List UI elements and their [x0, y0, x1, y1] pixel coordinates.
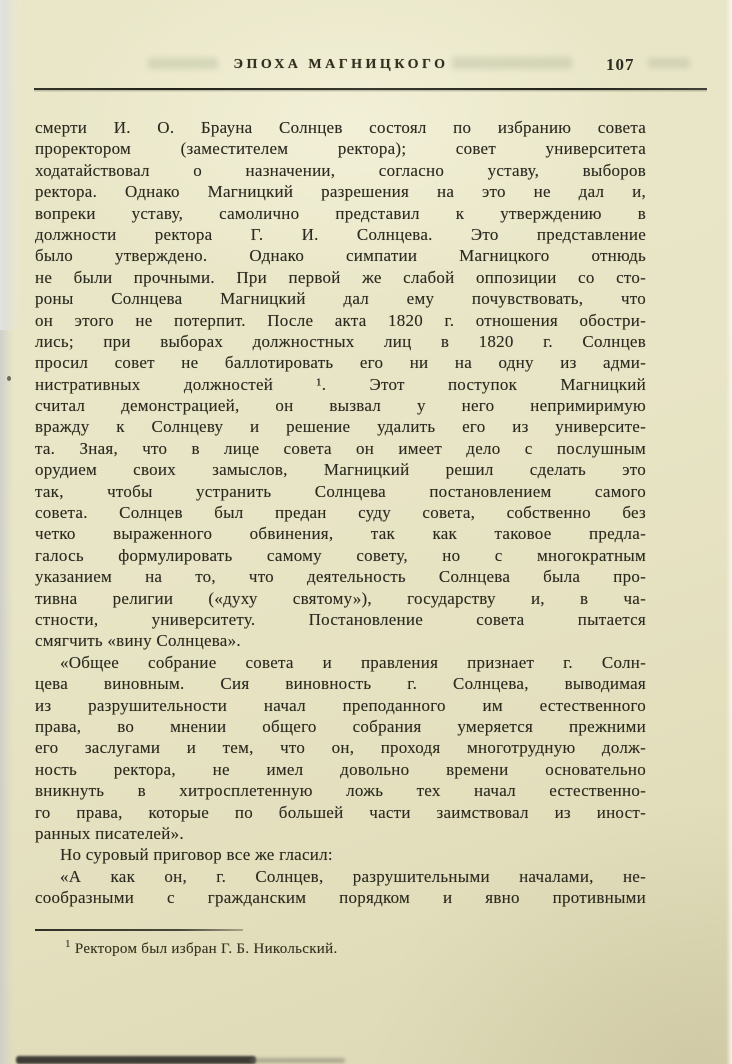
- text-line: просил совет не баллотировать его ни на одну из адми-: [35, 353, 646, 373]
- text-line: проректором (заместителем ректора); совет университета: [35, 139, 646, 159]
- text-line: роны Солнцева Магницкий дал ему почувствовать, что: [35, 289, 646, 309]
- paragraph: [35, 844, 646, 865]
- text-line: вражду к Солнцеву и решение удалить его из университе-: [35, 417, 646, 437]
- ink-speck: [7, 376, 11, 381]
- text-line: та. Зная, что в лице совета он имеет дело с послушным: [35, 438, 646, 458]
- text-line: ходатайствовал о назначении, согласно уставу, выборов: [35, 160, 646, 180]
- text-line: тивна религии («духу святому»), государству и, в ча-: [35, 588, 646, 608]
- scan-shadow-bottom-tail: [250, 1058, 345, 1063]
- footnote: [35, 938, 615, 958]
- text-line: ректора. Однако Магницкий разрешения на это не дал и,: [35, 182, 646, 202]
- text-line: указанием на то, что деятельность Солнцева была про-: [35, 567, 646, 587]
- footnote-marker: 1: [65, 938, 71, 950]
- text-line: считал демонстрацией, он вызвал у него непримиримую: [35, 396, 646, 416]
- text-line: не были прочными. При первой же слабой оппозиции со сто-: [35, 267, 646, 287]
- text-line: смягчить «вину Солнцева».: [35, 631, 241, 651]
- text-line: сообразными с гражданским порядком и явно противными: [35, 888, 646, 908]
- text-line: должности ректора Г. И. Солнцева. Это представление: [35, 224, 646, 244]
- paragraph: [35, 117, 646, 652]
- text-line: цева виновным. Сия виновность г. Солнцева, выводимая: [35, 674, 646, 694]
- bleedthrough-ghost: [648, 58, 690, 68]
- scan-shadow-bottom: [16, 1056, 256, 1064]
- text-line: его заслугами и тем, что он, проходя многотрудную долж-: [35, 738, 646, 758]
- text-line: ность ректора, не имел довольно времени основательно: [35, 759, 646, 779]
- text-line: го права, которые по большей части заимствовал из иност-: [35, 802, 646, 822]
- text-line: смерти И. О. Брауна Солнцев состоял по избранию совета: [35, 118, 646, 137]
- text-line: права, во мнении общего собрания умеряется прежними: [35, 716, 646, 736]
- text-line: орудием своих замыслов, Магницкий решил сделать это: [35, 460, 646, 480]
- text-line: было утверждено. Однако симпатии Магницкого отнюдь: [35, 246, 646, 266]
- text-line: галось формулировать самому совету, но с многократным: [35, 545, 646, 565]
- text-line: ранных писателей».: [35, 823, 184, 843]
- text-line: «Общее собрание совета и правления признает г. Солн-: [60, 652, 646, 672]
- body-text: [35, 117, 646, 908]
- text-line: совета. Солнцев был предан суду совета, собственно без: [35, 503, 646, 523]
- page-number: 107: [606, 55, 635, 74]
- scan-edge-right: [726, 0, 732, 1064]
- text-line: лись; при выборах должностных лиц в 1820 г. Солнцев: [35, 331, 646, 351]
- text-line: вникнуть в хитросплетенную ложь тех начал естественно-: [35, 781, 646, 801]
- paragraph: [35, 652, 646, 845]
- footnote-rule: [35, 929, 243, 931]
- text-line: четко выраженного обвинения, так как таковое предла-: [35, 524, 646, 544]
- text-line: вопреки уставу, самолично представил к утверждению в: [35, 203, 646, 223]
- text-line: он этого не потерпит. После акта 1820 г. отношения обостри-: [35, 310, 646, 330]
- scan-edge-left-top: [0, 0, 22, 330]
- text-line: стности, университету. Постановление совета пытается: [35, 609, 646, 629]
- text-line: из разрушительности начал преподанного им естественного: [35, 695, 646, 715]
- footnote-text: Ректором был избран Г. Б. Никольский.: [74, 941, 338, 957]
- text-line: Но суровый приговор все же гласил:: [60, 845, 333, 865]
- text-line: «А как он, г. Солнцев, разрушительными началами, не-: [60, 866, 646, 886]
- running-title: ЭПОХА МАГНИЦКОГО: [233, 57, 449, 72]
- text-line: нистративных должностей ¹. Этот поступок Магницкий: [35, 374, 646, 394]
- header-rule: [34, 88, 707, 90]
- text-line: так, чтобы устранить Солнцева постановлением самого: [35, 481, 646, 501]
- paragraph: [35, 866, 646, 909]
